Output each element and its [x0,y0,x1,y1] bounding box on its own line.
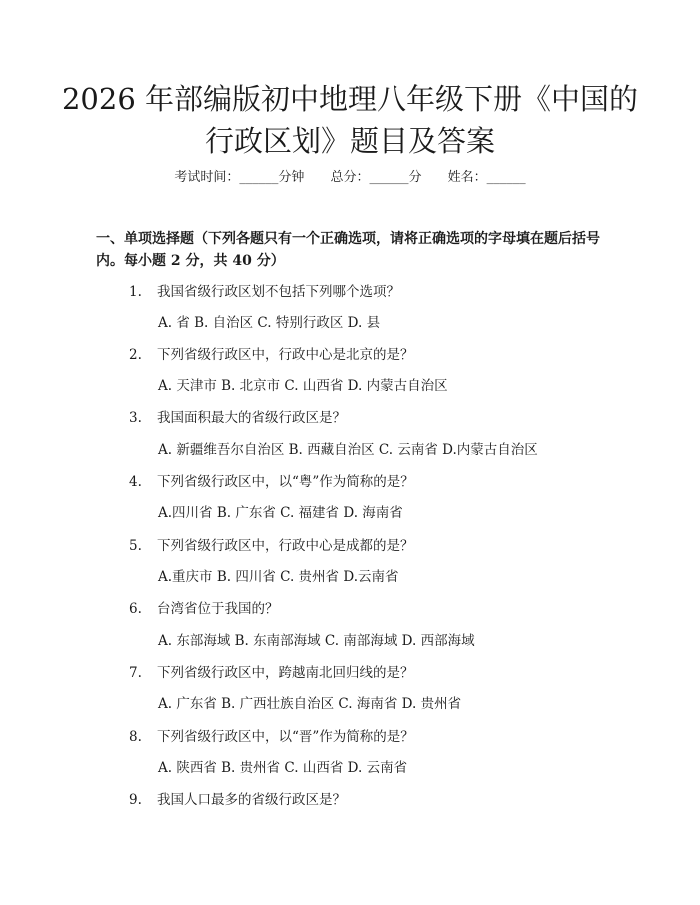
options-8: A. 陕西省 B. 贵州省 C. 山西省 D. 云南省 [158,760,408,776]
question-7 [129,663,589,683]
question-number: 6. [129,601,142,617]
question-3 [129,408,589,428]
exam-score: 总分：______分 [330,170,422,185]
question-number: 5. [129,538,142,554]
question-text: 台湾省位于我国的？ [157,601,279,617]
question-9 [129,790,589,810]
options-2: A. 天津市 B. 北京市 C. 山西省 D. 内蒙古自治区 [158,378,448,394]
options-3: A. 新疆维吾尔自治区 B. 西藏自治区 C. 云南省 D.内蒙古自治区 [158,442,538,458]
options-6: A. 东部海域 B. 东南部海域 C. 南部海域 D. 西部海域 [158,633,475,649]
exam-name: 姓名：______ [447,170,526,185]
question-5 [129,536,589,556]
options-7: A. 广东省 B. 广西壮族自治区 C. 海南省 D. 贵州省 [158,696,462,712]
question-2 [129,345,589,365]
options-4: A.四川省 B. 广东省 C. 福建省 D. 海南省 [158,505,403,521]
question-text: 我国人口最多的省级行政区是？ [157,792,346,808]
question-number: 4. [129,474,142,490]
question-1 [129,282,589,302]
options-5: A.重庆市 B. 四川省 C. 贵州省 D.云南省 [158,569,399,585]
question-text: 下列省级行政区中，跨越南北回归线的是？ [157,665,414,681]
question-text: 下列省级行政区中，行政中心是成都的是？ [157,538,414,554]
question-text: 下列省级行政区中，以“晋”作为简称的是？ [157,729,414,745]
question-4 [129,472,589,492]
question-6 [129,599,589,619]
section-heading: 一、单项选择题（下列各题只有一个正确选项，请将正确选项的字母填在题后括号内。每小题 2 分，共 40 分） [96,231,600,269]
question-number: 1. [129,284,142,300]
question-number: 8. [129,729,142,745]
question-text: 下列省级行政区中，行政中心是北京的是？ [157,347,414,363]
exam-time: 考试时间：______分钟 [174,170,305,185]
question-number: 9. [129,792,142,808]
question-text: 我国面积最大的省级行政区是？ [157,410,346,426]
question-text: 下列省级行政区中，以“粤”作为简称的是？ [157,474,414,490]
page-title: 2026 年部编版初中地理八年级下册《中国的行政区划》题目及答案 [61,82,639,158]
question-number: 2. [129,347,142,363]
question-8 [129,727,589,747]
options-1: A. 省 B. 自治区 C. 特别行政区 D. 县 [158,315,381,331]
question-text: 我国省级行政区划不包括下列哪个选项？ [157,284,400,300]
exam-meta [0,168,700,188]
question-number: 7. [129,665,142,681]
question-number: 3. [129,410,142,426]
